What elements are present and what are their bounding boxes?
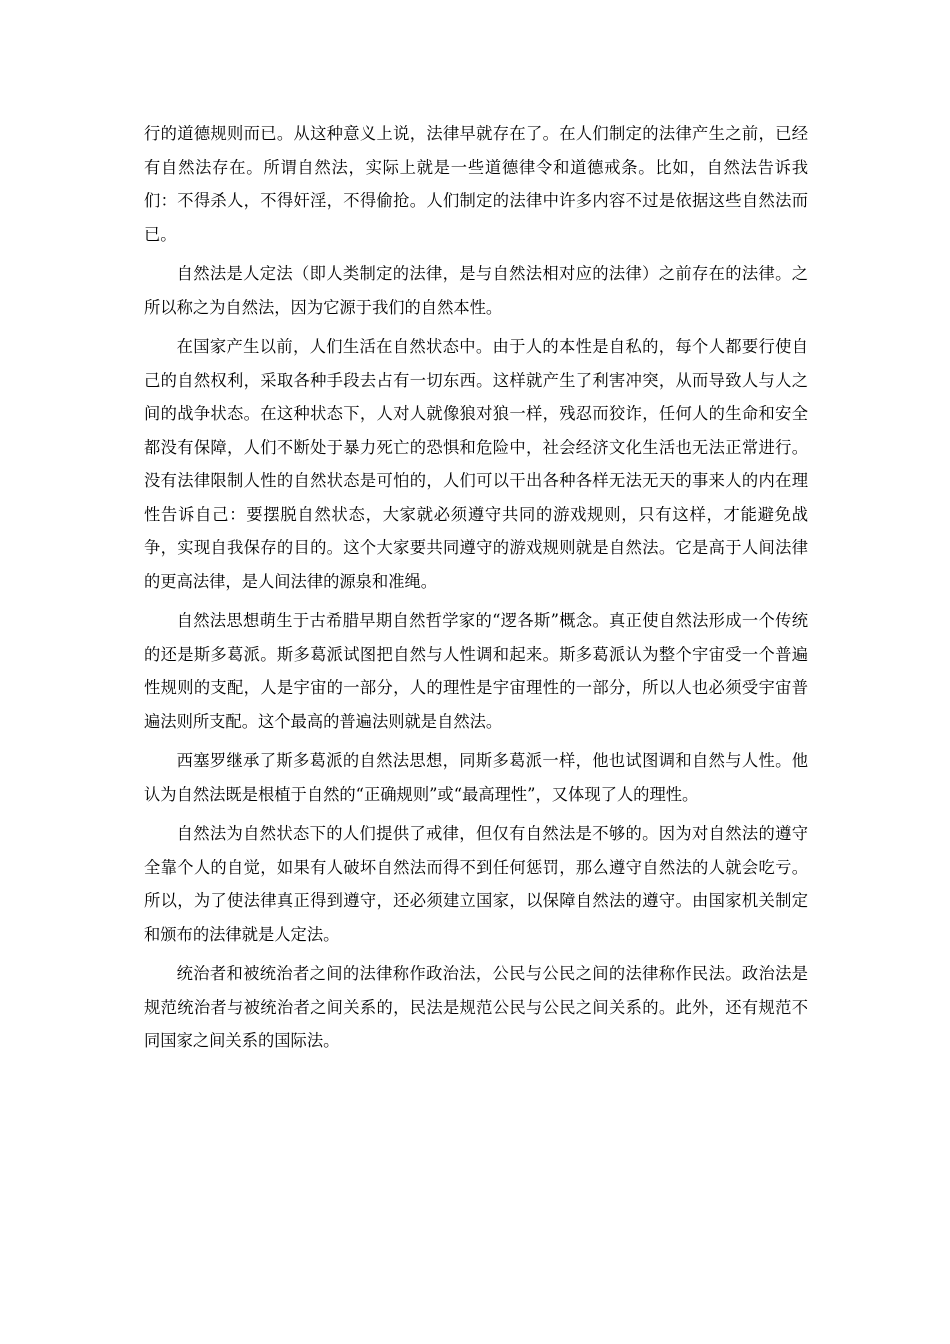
paragraph-law-types: 统治者和被统治者之间的法律称作政治法，公民与公民之间的法律称作民法。政治法是规范统治者与被统治者之间关系的，民法是规范公民与公民之间关系的。此外，还有规范不同国家之间关系的国际法。 xyxy=(144,964,808,1050)
document-body xyxy=(144,117,808,1064)
paragraph-stoics: 自然法思想萌生于古希腊早期自然哲学家的“逻各斯”概念。真正使自然法形成一个传统的还是斯多葛派。斯多葛派试图把自然与人性调和起来。斯多葛派认为整个宇宙受一个普遍性规则的支配，人是宇宙的一部分，人的理性是宇宙理性的一部分，所以人也必须受宇宙普遍法则所支配。这个最高的普遍法则就是自然法。 xyxy=(144,611,808,731)
paragraph-positive-law: 自然法为自然状态下的人们提供了戒律，但仅有自然法是不够的。因为对自然法的遵守全靠个人的自觉，如果有人破坏自然法而得不到任何惩罚，那么遵守自然法的人就会吃亏。所以，为了使法律真正得到遵守，还必须建立国家，以保障自然法的遵守。由国家机关制定和颁布的法律就是人定法。 xyxy=(144,824,808,944)
paragraph-continued: 行的道德规则而已。从这种意义上说，法律早就存在了。在人们制定的法律产生之前，已经有自然法存在。所谓自然法，实际上就是一些道德律令和道德戒条。比如，自然法告诉我们：不得杀人，不得奸淫，不得偷抢。人们制定的法律中许多内容不过是依据这些自然法而已。 xyxy=(144,124,808,244)
paragraph-cicero: 西塞罗继承了斯多葛派的自然法思想，同斯多葛派一样，他也试图调和自然与人性。他认为自然法既是根植于自然的“正确规则”或“最高理性”，又体现了人的理性。 xyxy=(144,751,808,804)
paragraph-state-of-nature: 在国家产生以前，人们生活在自然状态中。由于人的本性是自私的，每个人都要行使自己的自然权利，采取各种手段去占有一切东西。这样就产生了利害冲突，从而导致人与人之间的战争状态。在这种状态下，人对人就像狼对狼一样，残忍而狡诈，任何人的生命和安全都没有保障，人们不断处于暴力死亡的恐惧和危险中，社会经济文化生活也无法正常进行。没有法律限制人性的自然状态是可怕的，人们可以干出各种各样无法无天的事来人的内在理性告诉自己：要摆脱自然状态，大家就必须遵守共同的游戏规则，只有这样，才能避免战争，实现自我保存的目的。这个大家要共同遵守的游戏规则就是自然法。它是高于人间法律的更高法律，是人间法律的源泉和准绳。 xyxy=(144,337,808,591)
paragraph-natural-law-definition: 自然法是人定法（即人类制定的法律，是与自然法相对应的法律）之前存在的法律。之所以称之为自然法，因为它源于我们的自然本性。 xyxy=(144,264,808,317)
